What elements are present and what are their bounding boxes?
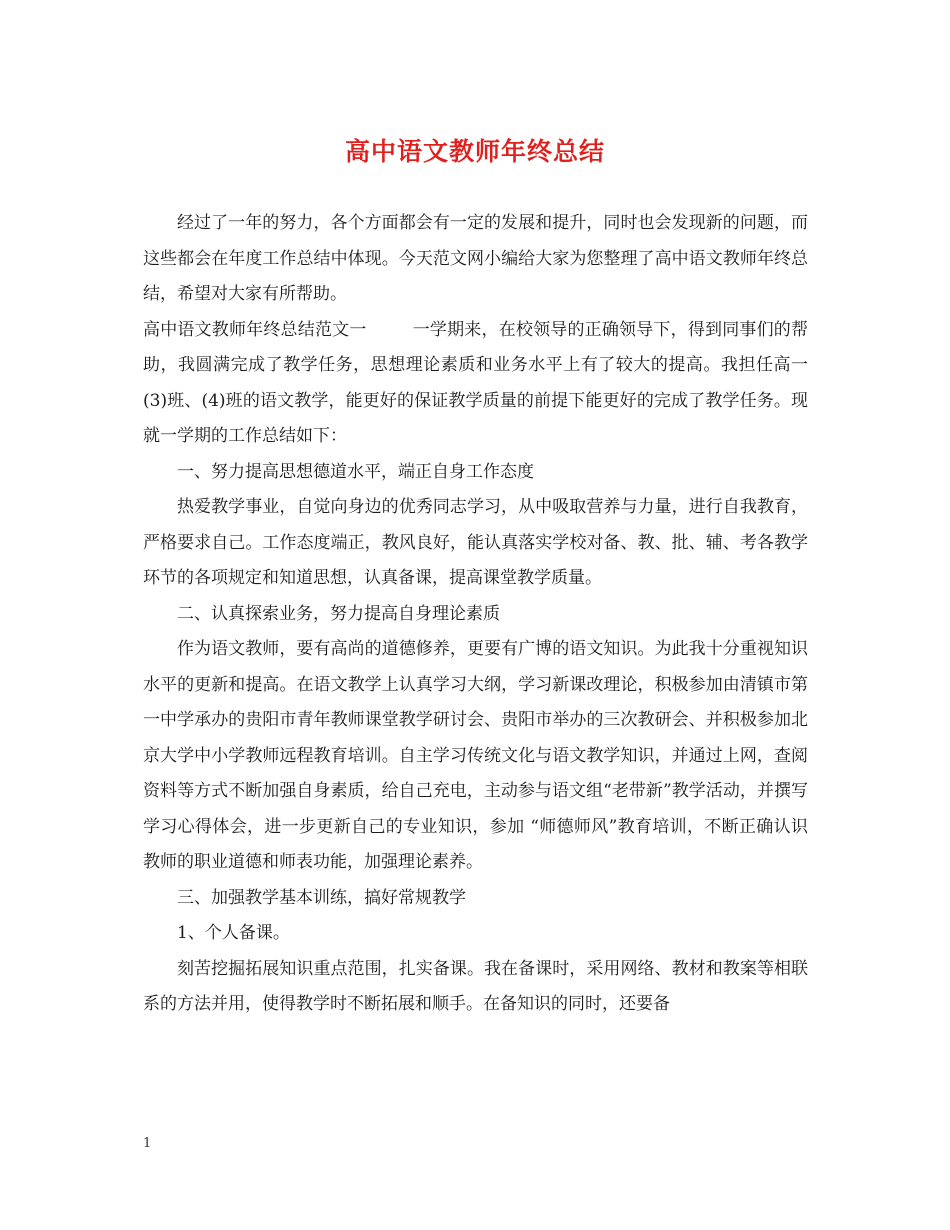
section3-heading: 三、加强教学基本训练，搞好常规教学 [177,887,466,908]
sample-lead: 一学期来，在校领导的正确领导下，得到同事们的帮助，我圆满完成了教学任务，思想理论素质和业务水平上有了较大的提高。我担任高一(3)班、(4)班的语文教学，能更好的保证教学质量的前提下能更好的完成了教学任务。现就一学期的工作总结如下： [143,319,809,446]
section1-body: 热爱教学事业，自觉向身边的优秀同志学习，从中吸取营养与力量，进行自我教育，严格要求自己。工作态度端正，教风良好，能认真落实学校对备、教、批、辅、考各教学环节的各项规定和知道思想，认真备课，提高课堂教学质量。 [143,497,808,588]
document-title: 高中语文教师年终总结 [344,137,605,166]
document-body [143,206,808,1023]
section2-body: 作为语文教师，要有高尚的道德修养，更要有广博的语文知识。为此我十分重视知识水平的更新和提高。在语文教学上认真学习大纲，学习新课改理论，积极参加由清镇市第一中学承办的贵阳市青年教师课堂教学研讨会、贵阳市举办的三次教研会、并积极参加北京大学中小学教师远程教育培训。自主学习传统文化与语文教学知识，并通过上网，查阅资料等方式不断加强自身素质，给自己充电，主动参与语文组“老带新”教学活动，并撰写学习心得体会，进一步更新自己的专业知识，参加 “师德师风”教育培训，不断正确认识教师的职业道德和师表功能，加强理论素养。 [143,639,808,872]
section2-heading: 二、认真探索业务，努力提高自身理论素质 [177,603,500,624]
section3-sub1-heading: 1、个人备课。 [177,923,290,943]
section1-heading: 一、努力提高思想德道水平，端正自身工作态度 [177,461,534,482]
page-number: 1 [143,1136,152,1151]
section3-sub1-body: 刻苦挖掘拓展知识重点范围，扎实备课。我在备课时，采用网络、教材和教案等相联系的方法并用，使得教学时不断拓展和顺手。在备知识的同时，还要备 [143,958,808,1014]
intro-paragraph: 经过了一年的努力，各个方面都会有一定的发展和提升，同时也会发现新的问题，而这些都会在年度工作总结中体现。今天范文网小编给大家为您整理了高中语文教师年终总结，希望对大家有所帮助。 [143,213,808,304]
sample-label: 高中语文教师年终总结范文一 [143,319,367,340]
sample-paragraph [143,313,808,455]
